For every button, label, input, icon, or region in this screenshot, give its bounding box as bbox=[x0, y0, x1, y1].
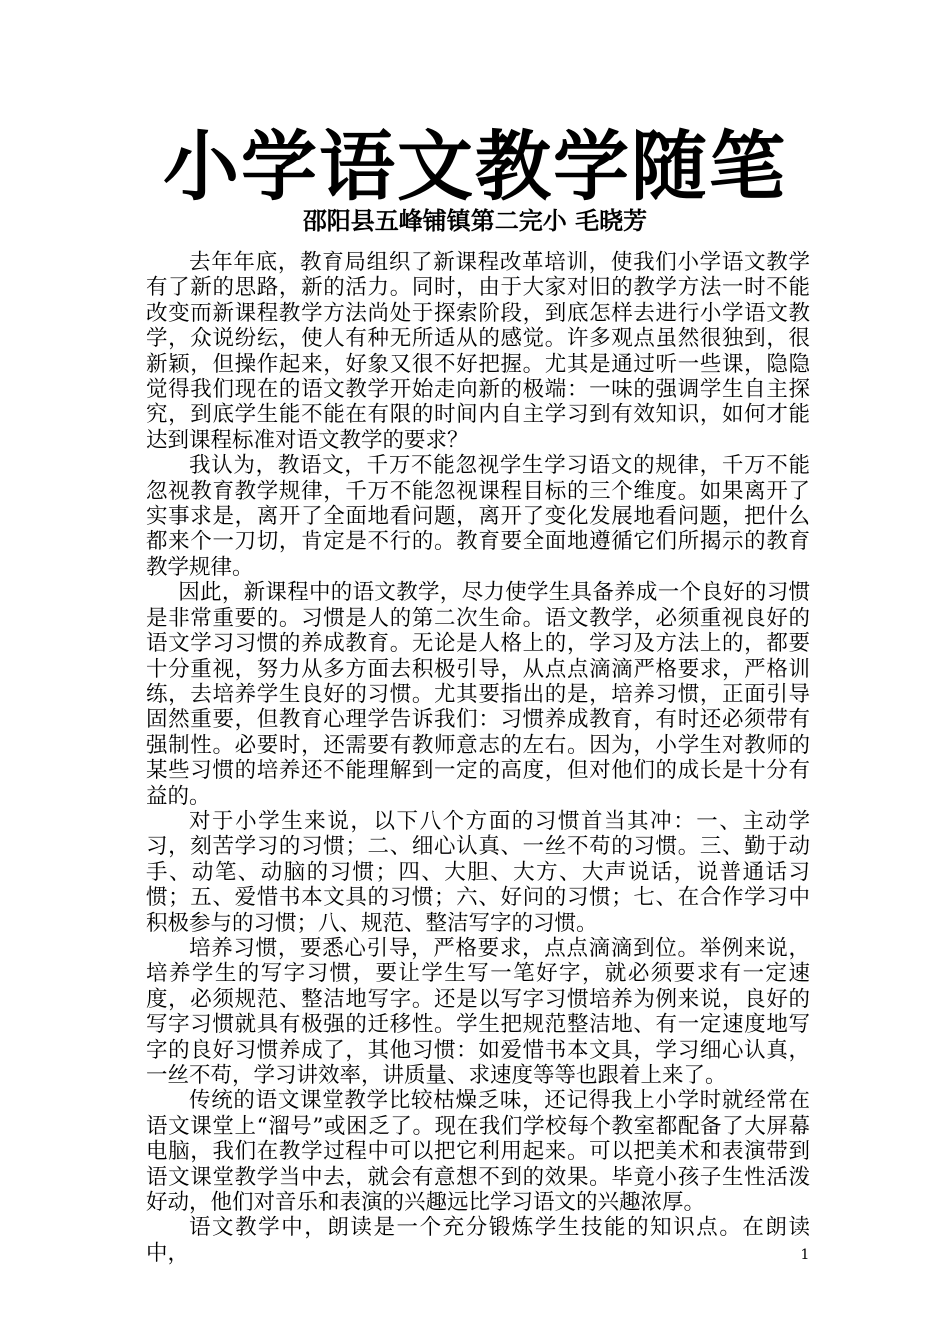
paragraph: 因此，新课程中的语文教学，尽力使学生具备养成一个良好的习惯是非常重要的。习惯是人的第二次生命。语文教学，必须重视良好的语文学习习惯的养成教育。无论是人格上的，学习及方法上的，都要十分重视，努力从多方面去积极引导，从点点滴滴严格要求，严格训练，去培养学生良好的习惯。尤其要指出的是，培养习惯，正面引导固然重要，但教育心理学告诉我们：习惯养成教育，有时还必须带有强制性。必要时，还需要有教师意志的左右。因为，小学生对教师的某些习惯的培养还不能理解到一定的高度，但对他们的成长是十分有益的。 bbox=[146, 580, 810, 809]
paragraph: 去年年底，教育局组织了新课程改革培训，使我们小学语文教学有了新的思路，新的活力。同时，由于大家对旧的教学方法一时不能改变而新课程教学方法尚处于探索阶段，到底怎样去进行小学语文教学，众说纷纭，使人有种无所适从的感觉。许多观点虽然很独到，很新颖，但操作起来，好象又很不好把握。尤其是通过听一些课，隐隐觉得我们现在的语文教学开始走向新的极端：一味的强调学生自主探究，到底学生能不能在有限的时间内自主学习到有效知识，如何才能达到课程标准对语文教学的要求？ bbox=[146, 250, 810, 453]
paragraph: 语文教学中，朗读是一个充分锻炼学生技能的知识点。在朗读中， bbox=[146, 1215, 810, 1266]
paragraph: 培养习惯，要悉心引导，严格要求，点点滴滴到位。举例来说，培养学生的写字习惯，要让学生写一笔好字，就必须要求有一定速度，必须规范、整洁地写字。还是以写字习惯培养为例来说，良好的写字习惯就具有极强的迁移性。学生把规范整洁地、有一定速度地写字的良好习惯养成了，其他习惯：如爱惜书本文具，学习细心认真，一丝不苟，学习讲效率，讲质量、求速度等等也跟着上来了。 bbox=[146, 935, 810, 1088]
author-line: 邵阳县五峰铺镇第二完小 毛晓芳 bbox=[302, 206, 648, 235]
document-body bbox=[146, 250, 810, 1266]
document-title: 小学语文教学随笔 bbox=[163, 122, 787, 211]
paragraph: 我认为，教语文，千万不能忽视学生学习语文的规律，千万不能忽视教育教学规律，千万不能忽视课程目标的三个维度。如果离开了实事求是，离开了全面地看问题，离开了变化发展地看问题，把什么都来个一刀切，肯定是不行的。教育要全面地遵循它们所揭示的教育教学规律。 bbox=[146, 453, 810, 580]
paragraph: 对于小学生来说，以下八个方面的习惯首当其冲：一、主动学习，刻苦学习的习惯；二、细心认真、一丝不苟的习惯。三、勤于动手、动笔、动脑的习惯；四、大胆、大方、大声说话，说普通话习惯；五、爱惜书本文具的习惯；六、好问的习惯；七、在合作学习中积极参与的习惯；八、规范、整洁写字的习惯。 bbox=[146, 808, 810, 936]
page-number: 1 bbox=[800, 1247, 810, 1263]
paragraph: 传统的语文课堂教学比较枯燥乏味，还记得我上小学时就经常在语文课堂上“溜号”或困乏了。现在我们学校每个教室都配备了大屏幕电脑，我们在教学过程中可以把它利用起来。可以把美术和表演带到语文课堂教学当中去，就会有意想不到的效果。毕竟小孩子生性活泼好动，他们对音乐和表演的兴趣远比学习语文的兴趣浓厚。 bbox=[146, 1088, 810, 1216]
